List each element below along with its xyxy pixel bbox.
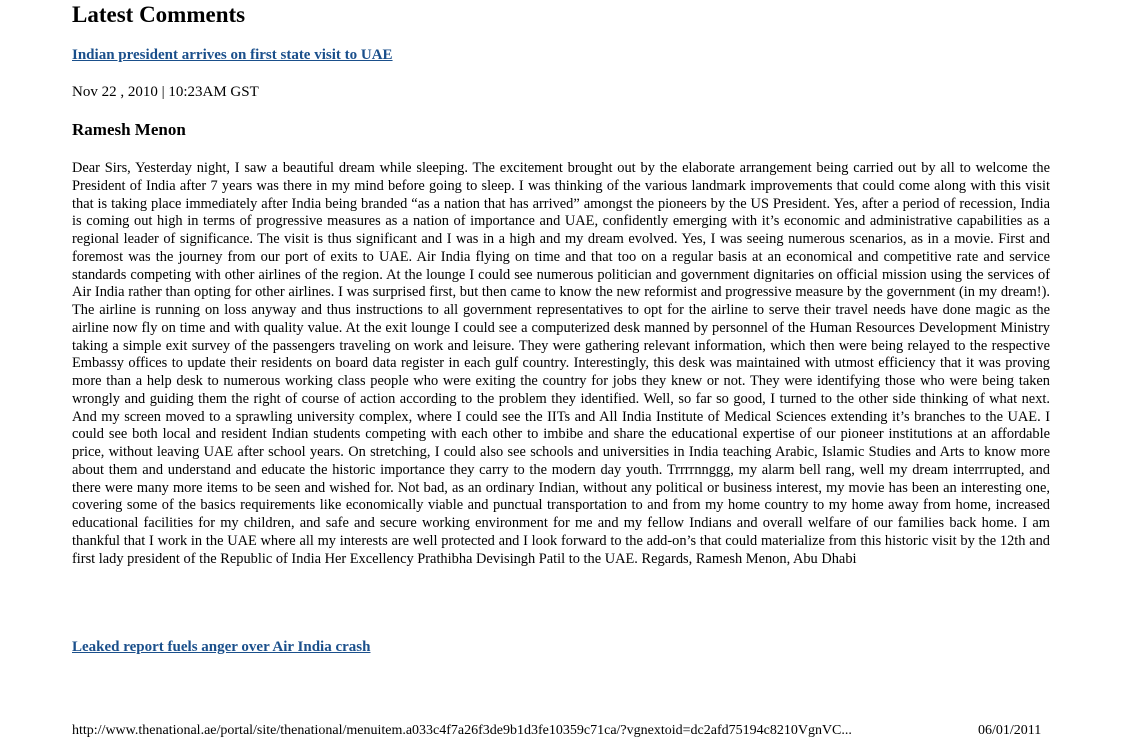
footer-url: http://www.thenational.ae/portal/site/thenational/menuitem.a033c4f7a26f3de9b1d3fe10359c71ca/?vgnextoid=dc2afd75194c8210VgnVC... <box>72 723 852 738</box>
comment-author: Ramesh Menon <box>72 120 186 139</box>
article-link[interactable]: Indian president arrives on first state visit to UAE <box>72 47 393 63</box>
footer-date: 06/01/2011 <box>978 723 1042 738</box>
page-title: Latest Comments <box>72 2 246 27</box>
comment-body: Dear Sirs, Yesterday night, I saw a beautiful dream while sleeping. The excitement brought out by the elaborate arrangement being carried out by all to welcome the President of India after 7 years was there in my mind before going to sleep. I was thinking of the various landmark improvements that could come along with this visit that is taking place immediately after India being branded “as a nation that has arrived” amongst the pioneers by the US President. Yes, after a period of recession, India is coming out high in terms of progressive measures as a nation of importance and UAE, confidently emerging with it’s economic and administrative capabilities as a regional leader of significance. The visit is thus significant and I was in a high and my dream evolved. Yes, I was seeing numerous scenarios, as in a movie. First and foremost was the journey from our port of exits to UAE. Air India flying on time and that too on a regular basis at an economical and competitive rate and service standards competing with other airlines of the region. At the lounge I could see numerous politician and government dignitaries on official mission using the services of Air India rather than opting for other airlines. I was surprised first, but then came to know the new reformist and progressive measure by the government (in my dream!). The airline is running on loss anyway and thus instructions to all government representatives to opt for the airline to serve their travel needs have done magic as the airline now fly on time and with quality value. At the exit lounge I could see a computerized desk manned by personnel of the Human Resources Development Ministry taking a simple exit survey of the passengers traveling on work and leisure. They were gathering relevant information, which then were being relayed to the respective Embassy offices to update their residents on board data register in each gulf country. Interestingly, this desk was maintained with utmost efficiency that it was proving more than a help desk to numerous working class people who were exiting the country for jobs they knew or not. They were identifying those who were being taken wrongly and guiding them the right of course of action according to the problem they identified. Well, so far so good, I turned to the other side thinking of what next. And my screen moved to a sprawling university complex, where I could see the IITs and All India Institute of Medical Sciences extending it’s branches to the UAE. I could see both local and resident Indian students competing with each other to imbibe and share the educational expertise of our pioneer institutions at an affordable price, without leaving UAE after school years. On stretching, I could also see schools and universities in India teaching Arabic, Islamic Studies and Arts to know more about them and understand and educate the historic importance they carry to the modern day youth. Trrrrnnggg, my alarm bell rang, well my dream interrrupted, and there were many more items to be seen and wished for. Not bad, as an ordinary Indian, without any political or business interest, my movie has been an interesting one, covering some of the basics requirements like economically viable and punctual transportation to and from my home country to my home away from home, increased educational facilities for my children, and safe and secure working environment for me and my fellow Indians and overall welfare of our families back home. I am thankful that I work in the UAE where all my interests are well protected and I look forward to the add-on’s that could materialize from this historic visit by the 12th and first lady president of the Republic of India Her Excellency Prathibha Devisingh Patil to the UAE. Regards, Ramesh Menon, Abu Dhabi <box>72 160 1050 567</box>
next-article-link[interactable]: Leaked report fuels anger over Air India crash <box>72 639 371 655</box>
comment-dateline: Nov 22 , 2010 | 10:23AM GST <box>72 84 259 100</box>
